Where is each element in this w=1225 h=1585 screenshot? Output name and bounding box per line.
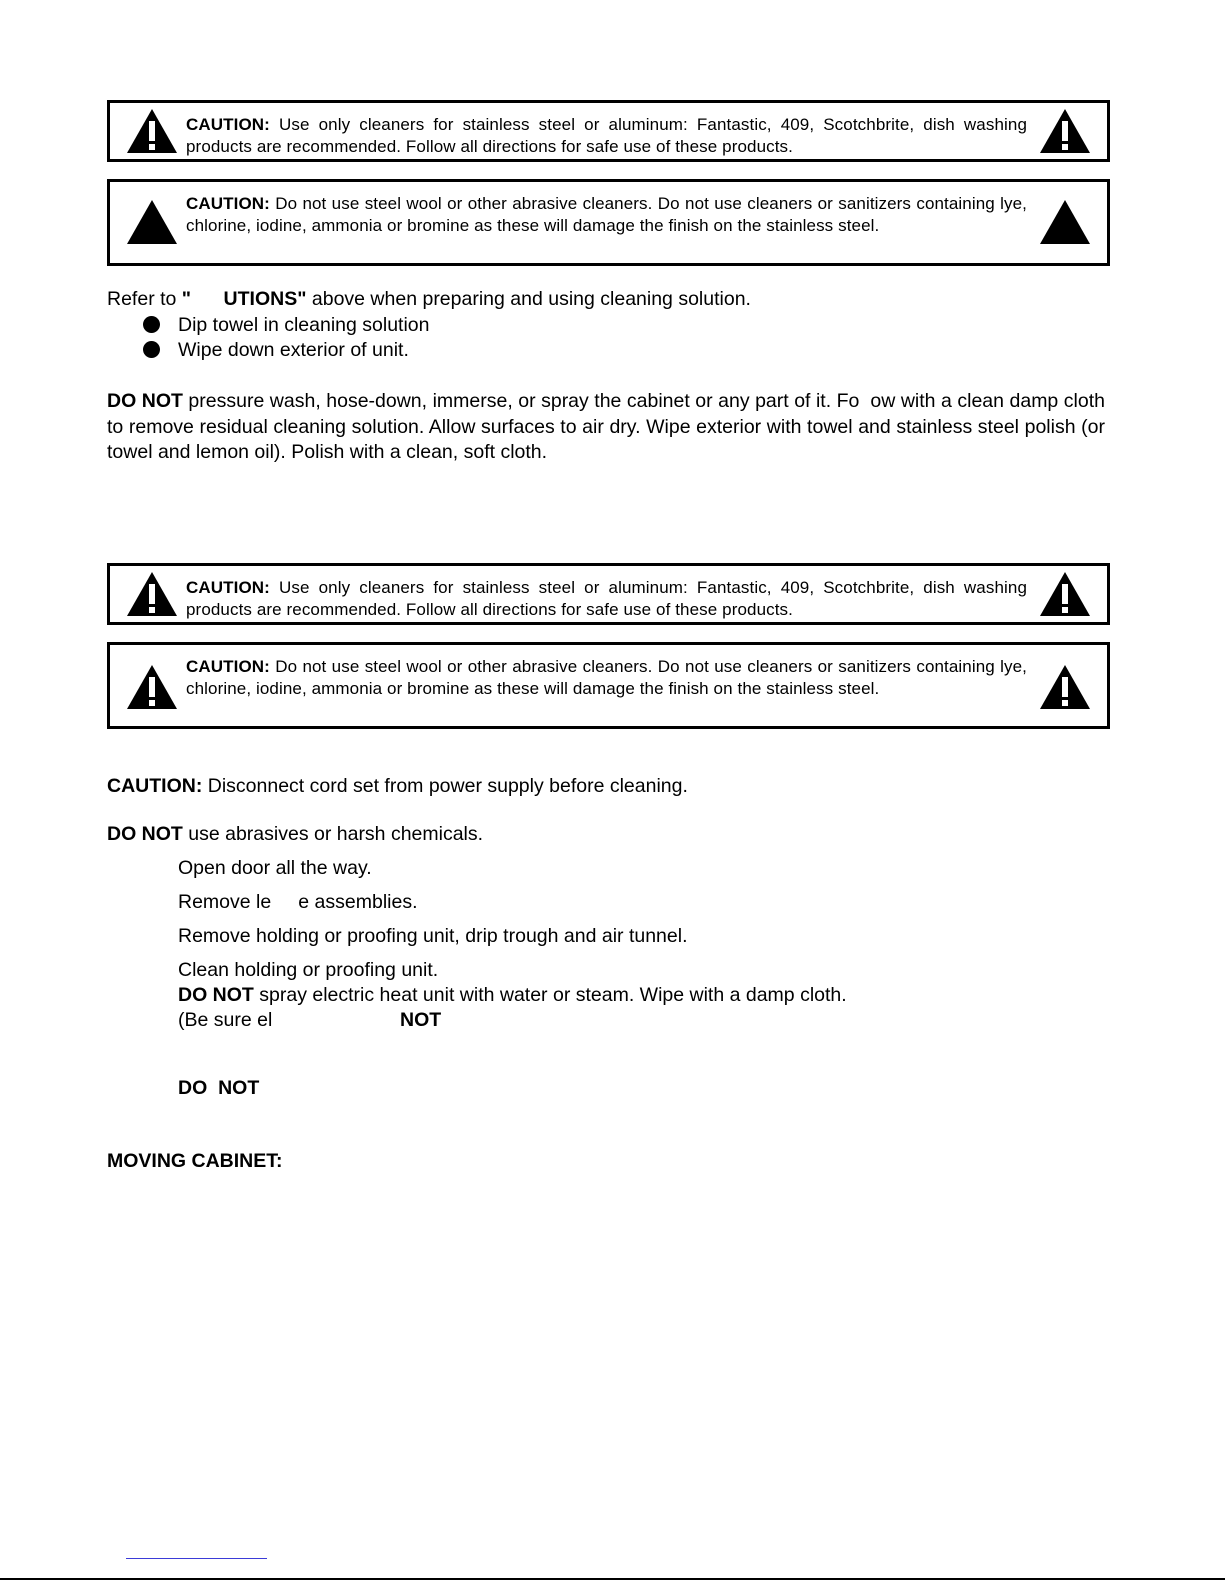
do-not-fragment: DO NOT [178,1077,260,1099]
list-item: Dip towel in cleaning solution [178,314,430,336]
warning-triangle-exclamation-icon [126,108,178,154]
exterior-do-not-paragraph: DO NOT pressure wash, hose-down, immerse, or spray the cabinet or any part of it. Fo ow with a clean damp cloth to remove residual cleaning solution. Allow surfaces to air dry. Wipe exterior with towel and stainless steel polish (or towel and lemon oil). Polish with a clean, soft cloth. [107,390,1111,463]
caution-box-2 [107,179,1110,266]
bullet-icon [143,316,160,333]
step-remove-unit: Remove holding or proofing unit, drip trough and air tunnel. [178,925,688,947]
moving-cabinet-heading: MOVING CABINET: [107,1150,283,1172]
warning-triangle-exclamation-icon [1039,108,1091,154]
page-bottom-rule [0,1578,1225,1580]
caution-box-4 [107,642,1110,729]
warning-triangle-exclamation-icon [126,571,178,617]
step-remove-assemblies: Remove le e assemblies. [178,891,418,913]
interior-do-not: DO NOT use abrasives or harsh chemicals. [107,823,484,845]
caution-box-1 [107,100,1110,162]
caution-box-3 [107,563,1110,625]
be-sure-not-fragment: NOT [400,1009,442,1031]
caution-text: CAUTION: Do not use steel wool or other abrasive cleaners. Do not use cleaners or sanitizers containing lye, chlorine, iodine, ammonia or bromine as these will damage the finish on the stainless steel. [186,657,1028,698]
bullet-icon [143,341,160,358]
caution-text: CAUTION: Use only cleaners for stainless steel or aluminum: Fantastic, 409, Scotchbrite, dish washing products are recommended. Follow all directions for safe use of these products. [186,115,1028,156]
step-open-door: Open door all the way. [178,857,372,879]
caution-text: CAUTION: Do not use steel wool or other abrasive cleaners. Do not use cleaners or sanitizers containing lye, chlorine, iodine, ammonia or bromine as these will damage the finish on the stainless steel. [186,194,1028,235]
step-clean-unit: Clean holding or proofing unit. [178,959,439,981]
warning-triangle-icon [1039,199,1091,245]
list-item: Wipe down exterior of unit. [178,339,409,361]
caution-text: CAUTION: Use only cleaners for stainless steel or aluminum: Fantastic, 409, Scotchbrite, dish washing products are recommended. Follow all directions for safe use of these products. [186,578,1028,619]
footer-link-underline[interactable] [126,1558,267,1559]
warning-triangle-icon [126,199,178,245]
be-sure-fragment: (Be sure el [178,1009,273,1031]
spray-warning: DO NOT spray electric heat unit with water or steam. Wipe with a damp cloth. [178,984,847,1006]
warning-triangle-exclamation-icon [1039,571,1091,617]
disconnect-caution: CAUTION: Disconnect cord set from power supply before cleaning. [107,775,688,797]
refer-line: Refer to " UTIONS" above when preparing and using cleaning solution. [107,288,751,310]
warning-triangle-exclamation-icon [126,664,178,710]
warning-triangle-exclamation-icon [1039,664,1091,710]
